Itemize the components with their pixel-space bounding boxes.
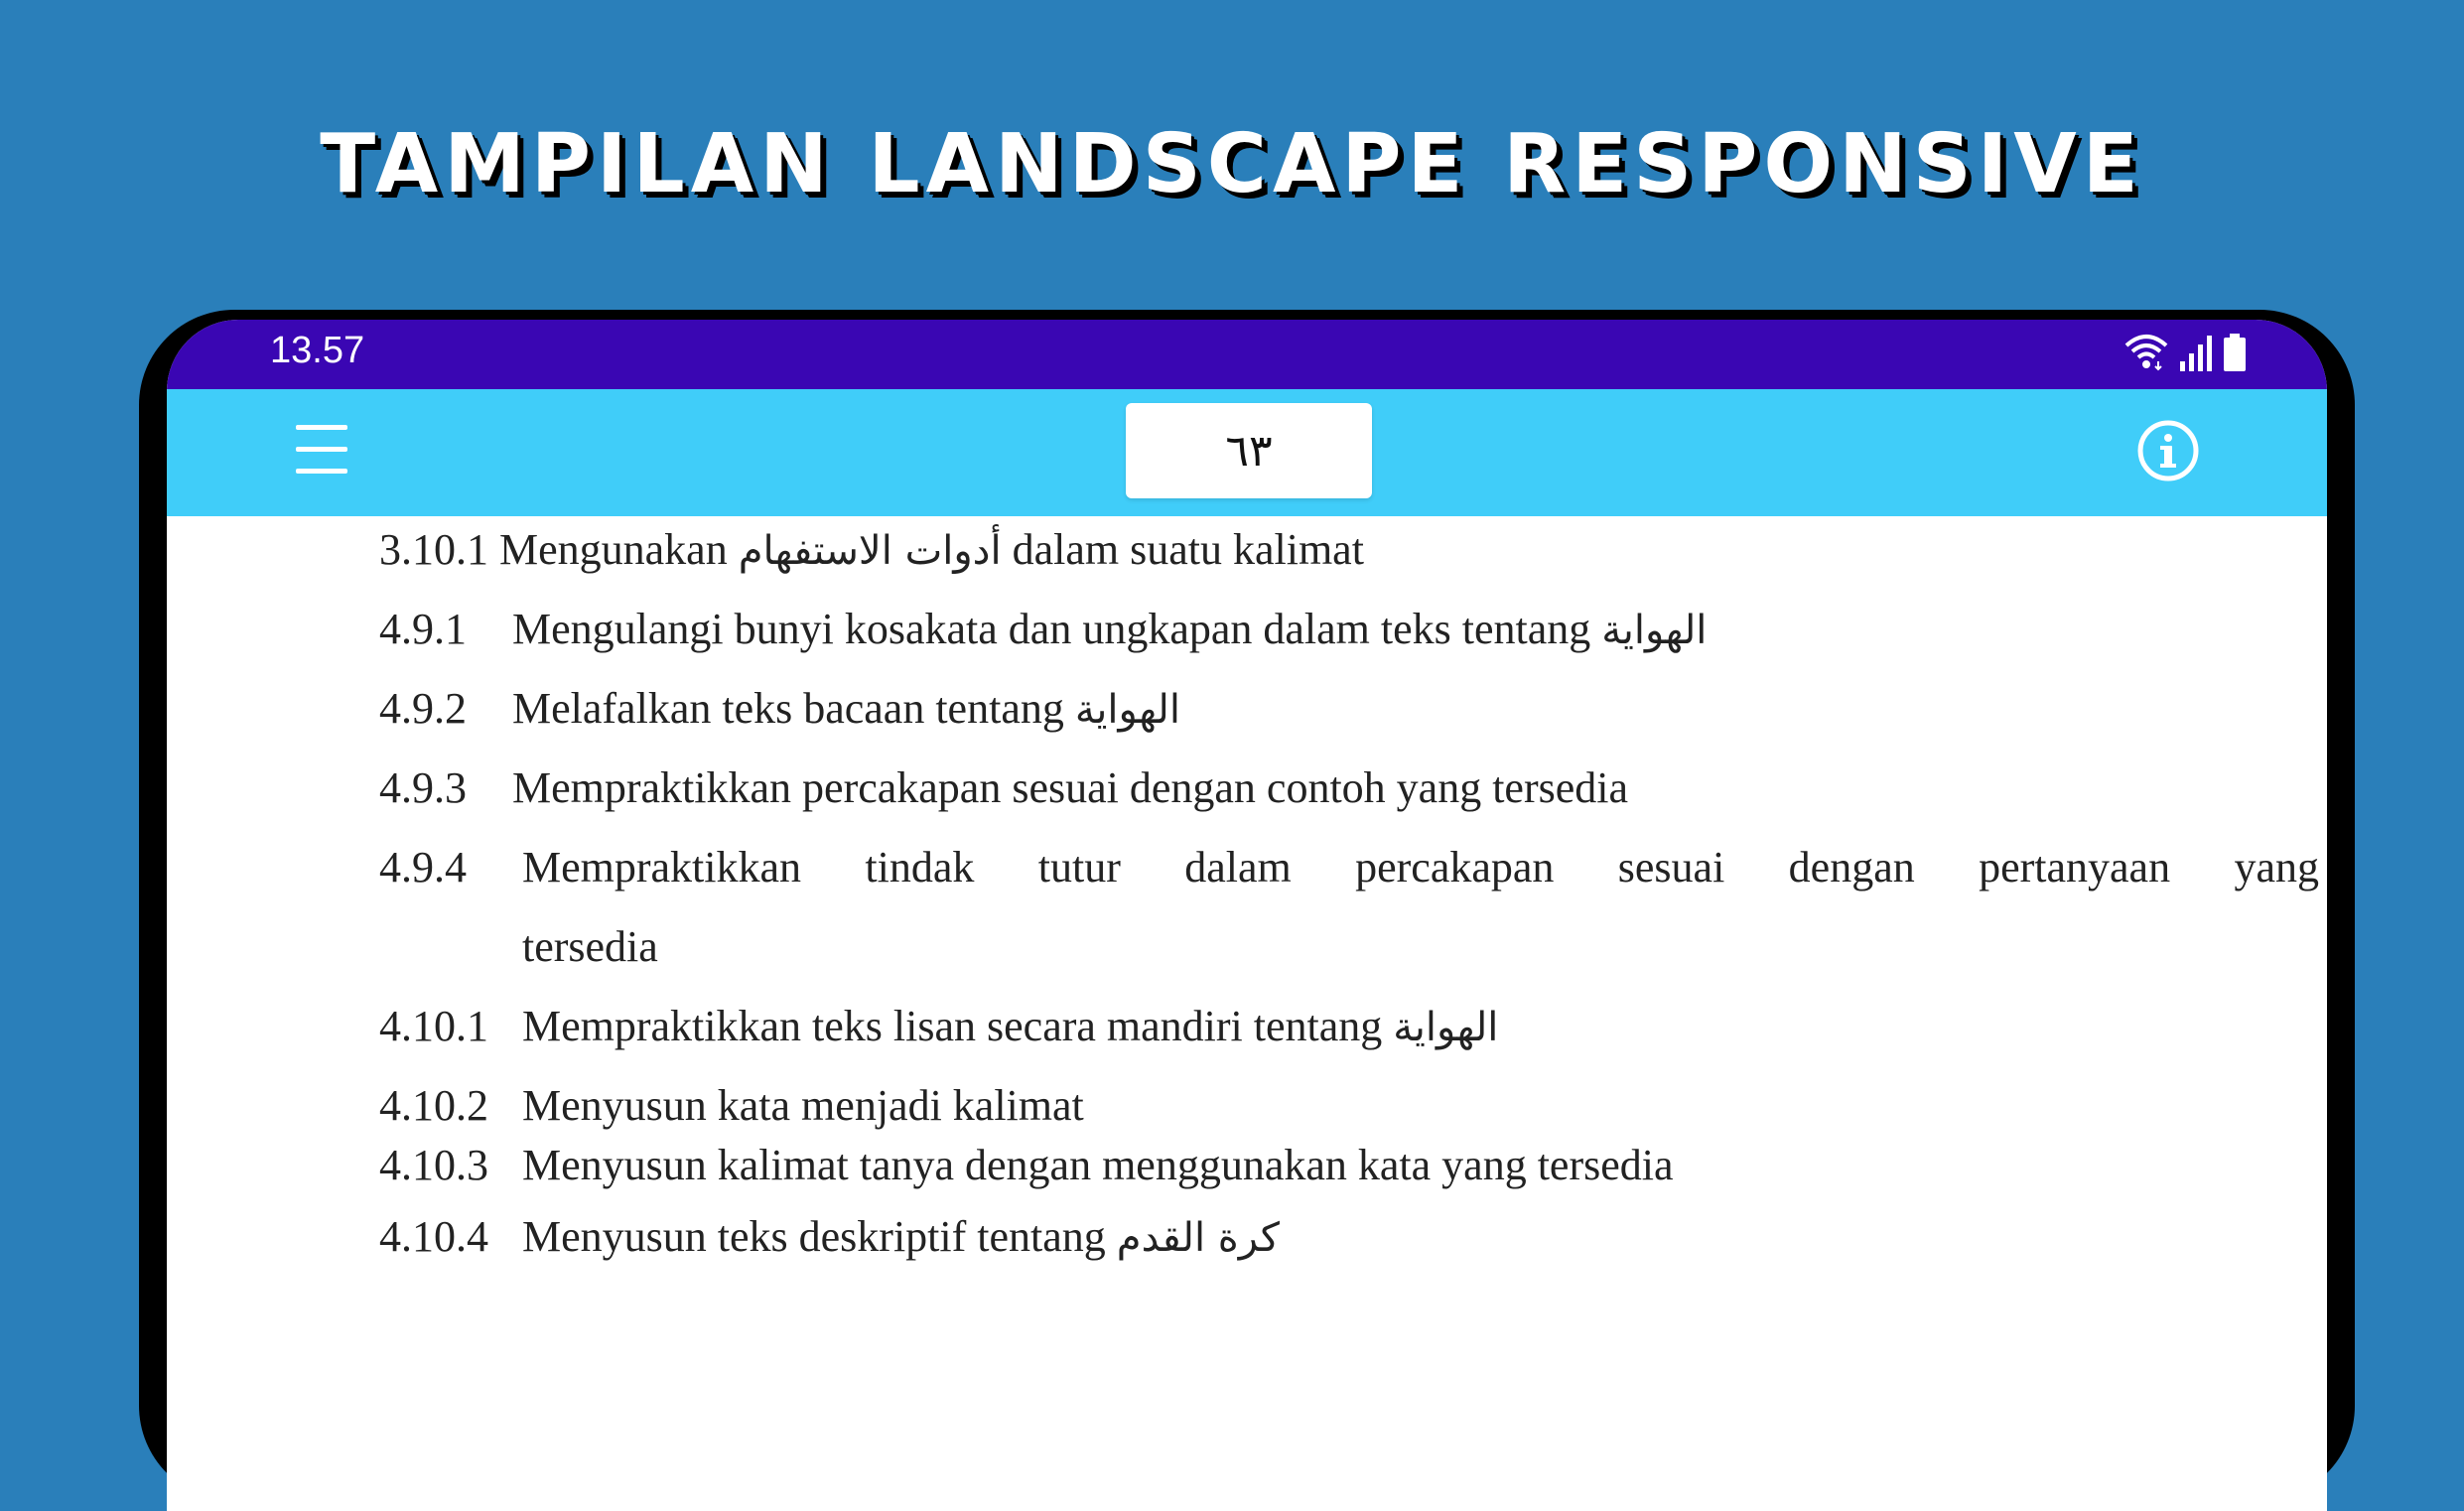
item-text: Menyusun kalimat tanya dengan menggunakan kata yang tersedia (522, 1141, 1674, 1189)
item-text: Melafalkan teks bacaan tentang (512, 684, 1064, 733)
item-text: Menyusun kata menjadi kalimat (522, 1081, 1084, 1130)
hamburger-menu-icon[interactable] (296, 417, 351, 481)
item-text-continuation: tersedia (522, 922, 658, 971)
list-item (379, 999, 1498, 1055)
item-number: 3.10.1 (379, 525, 488, 574)
item-arabic: أدوات الاستفهام (738, 528, 1002, 574)
item-number: 4.9.3 (379, 763, 467, 812)
document-page (167, 516, 2327, 1511)
battery-icon (2224, 334, 2246, 375)
item-number: 4.9.2 (379, 684, 467, 733)
app-toolbar (167, 389, 2327, 516)
signal-icon (2180, 336, 2212, 375)
item-arabic: كرة القدم (1116, 1215, 1280, 1261)
list-item (379, 1078, 1084, 1134)
page-number-box[interactable]: ٦٣ (1126, 403, 1372, 498)
list-item (379, 1138, 1674, 1193)
status-time: 13.57 (270, 330, 365, 371)
list-item (379, 840, 467, 895)
promo-title: TAMPILAN LANDSCAPE RESPONSIVE (320, 117, 2144, 211)
item-arabic: الهواية (1393, 1005, 1499, 1050)
item-number: 4.10.3 (379, 1141, 488, 1189)
item-number: 4.9.1 (379, 605, 467, 653)
list-item (379, 1209, 1280, 1266)
list-item (379, 602, 1707, 658)
wifi-icon (2124, 332, 2168, 375)
status-icons (2124, 332, 2246, 375)
item-text: Mempraktikkan teks lisan secara mandiri tentang (522, 1002, 1383, 1050)
item-number: 4.9.4 (379, 843, 467, 892)
info-icon[interactable] (2136, 419, 2200, 482)
list-item (379, 760, 1628, 816)
item-arabic: الهواية (1601, 608, 1708, 653)
phone-frame (139, 310, 2355, 1501)
item-text: Menyusun teks deskriptif tentang (522, 1212, 1106, 1261)
item-arabic: الهواية (1074, 687, 1180, 733)
item-text-end: dalam suatu kalimat (1012, 525, 1364, 574)
item-text: Mengunakan (499, 525, 728, 574)
item-number: 4.10.4 (379, 1212, 488, 1261)
status-bar (167, 320, 2327, 389)
app-screen (167, 320, 2327, 1511)
item-text: Mempraktikkan tindak tutur dalam percakapan sesuai dengan pertanyaan yang (522, 843, 2319, 892)
item-number: 4.10.2 (379, 1081, 488, 1130)
list-item (379, 522, 1364, 579)
item-text: Mengulangi bunyi kosakata dan ungkapan dalam teks tentang (512, 605, 1591, 653)
list-item (379, 681, 1180, 738)
item-text: Mempraktikkan percakapan sesuai dengan contoh yang tersedia (512, 763, 1629, 812)
item-number: 4.10.1 (379, 1002, 488, 1050)
